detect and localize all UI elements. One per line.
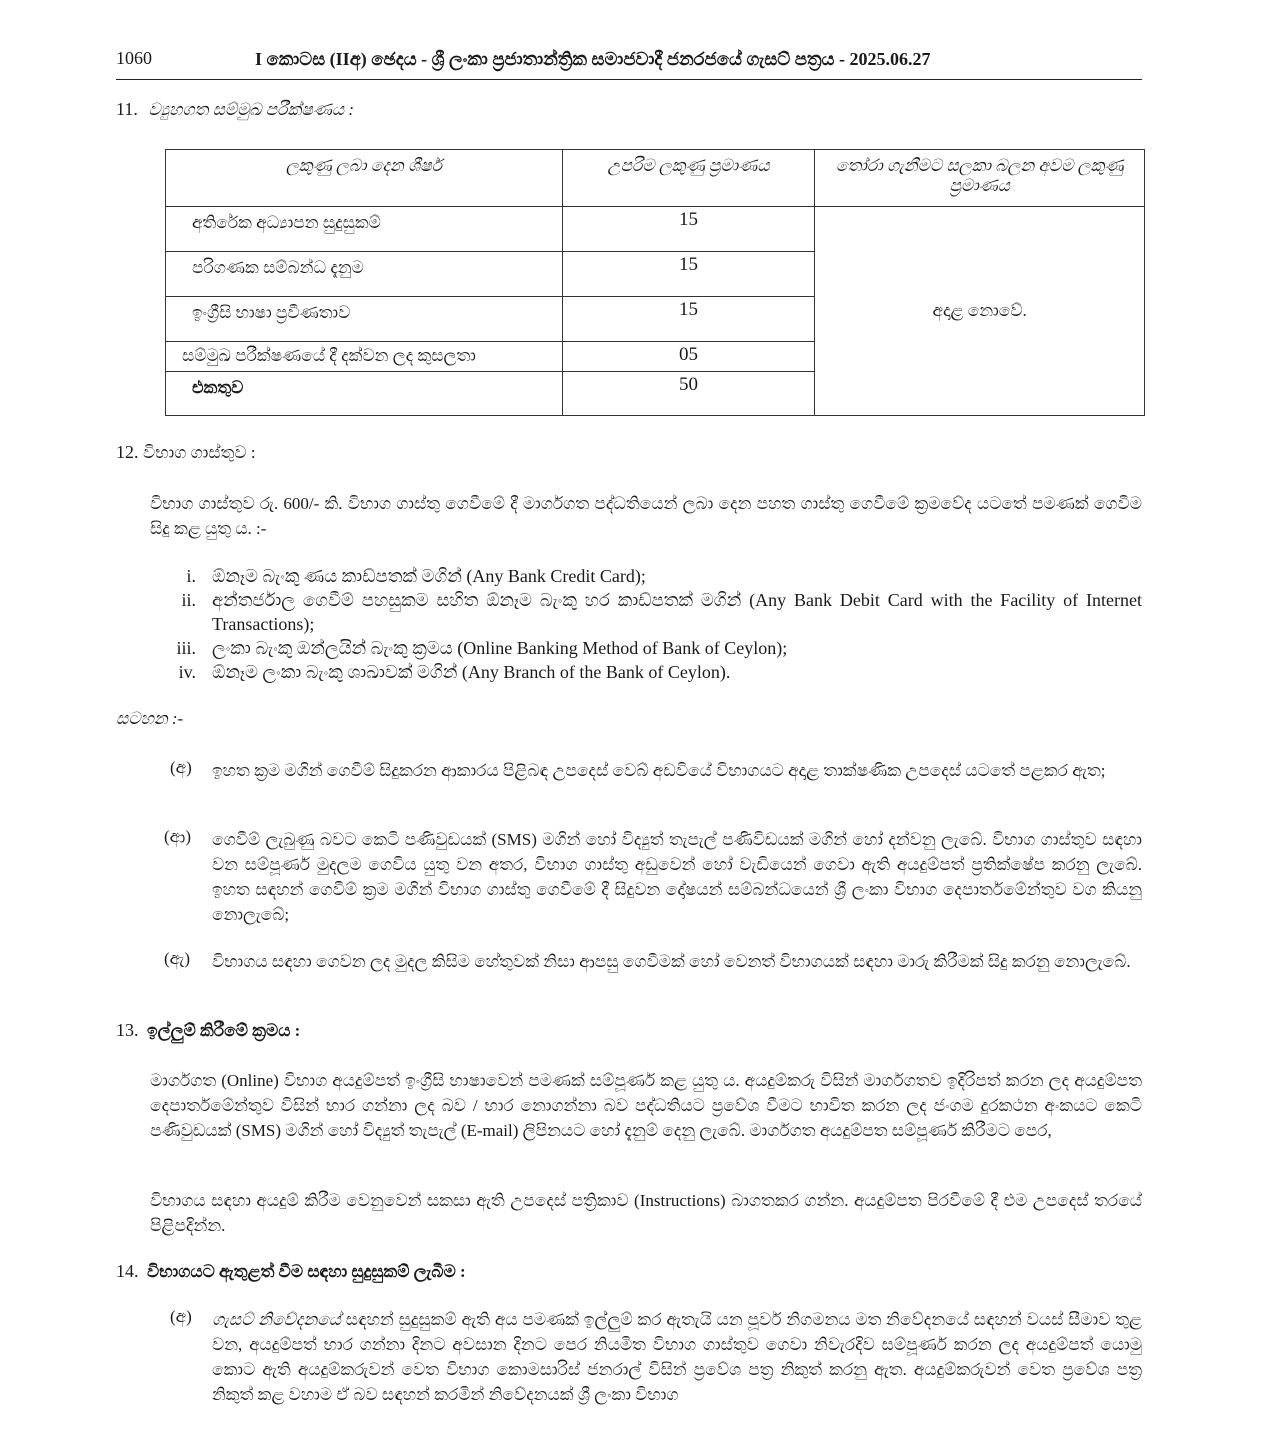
section-11-heading bbox=[116, 99, 354, 120]
section-13-heading bbox=[116, 1020, 300, 1041]
list-item-text: ඕනෑම බැංකු ණය කාඩ්පතක් මගින් (Any Bank Credit Card); bbox=[212, 566, 646, 586]
header-divider bbox=[116, 79, 1142, 80]
col-header-min-marks: තෝරා ගැනීමට සලකා බලන අවම ලකුණු ප්‍රමාණය bbox=[815, 150, 1145, 207]
table-row bbox=[166, 207, 1145, 252]
col-header-criteria: ලකුණු ලබා දෙන ශීර්ෂ bbox=[166, 150, 563, 207]
col-header-max-marks: උපරිම ලකුණු ප්‍රමාණය bbox=[562, 150, 815, 207]
section-13-paragraph-2: විභාගය සඳහා අයදුම් කිරීම වෙනුවෙන් සකසා ඇති උපදෙස් පත්‍රිකාව (Instructions) බාගතකර ගන්න. අයදුම්පත පිරවීමේ දී එම උපදෙස් තරයේ පිළිපදින්න. bbox=[150, 1191, 1142, 1235]
list-item-text: අන්තර්ජාල ගෙවීම් පහසුකම සහිත ඕනෑම බැංකු හර කාඩ්පතක් මගින් (Any Bank Debit Card with the Facility of Internet Transactions); bbox=[212, 590, 1142, 634]
total-value-cell: 50 bbox=[562, 372, 815, 416]
note-item-text: විභාගය සඳහා ගෙවන ලද මුදල කිසිම හේතුවක් නිසා ආපසු ගෙවීමක් හෝ වෙනත් විභාගයක් සඳහා මාරු කිරීමක් සිදු කරනු නොලැබේ. bbox=[212, 952, 1131, 971]
section-11-title: ව්‍යුහගත සම්මුඛ පරීක්ෂණය : bbox=[148, 100, 354, 119]
list-item-number: i. bbox=[186, 566, 196, 586]
section-14-heading bbox=[116, 1261, 466, 1282]
note-item-text: ගෙවීම් ලැබුණු බවට කෙටි පණිවුඩයක් (SMS) මගින් හෝ විද්‍යුත් තැපැල් පණිවිඩයක් මගින් හෝ දන්වනු ලැබේ. විභාග ගාස්තුව සඳහා වන සම්පූර්ණ මුදලම ගෙවිය යුතු වන අතර, විභාග ගාස්තු අඩුවෙන් හෝ වැඩියෙන් ගෙවා ඇති අයදුම්පත් ප්‍රතික්ෂේප කරනු ලැබේ. ඉහත සඳහන් ගෙවීම් ක්‍රම මගින් විභාග ගාස්තු ගෙවීමේ දී සිදුවන දෝෂයන් සම්බන්ධයෙන් ශ්‍රී ලංකා විභාග දෙපාර්තමේන්තුව වග කියනු නොලැබේ; bbox=[212, 830, 1142, 924]
list-item-text: ලංකා බැංකු ඔන්ලයින් බැංකු ක්‍රමය (Online Banking Method of Bank of Ceylon); bbox=[212, 638, 788, 658]
page-number: 1060 bbox=[116, 48, 152, 68]
section-12-intro: විභාග ගාස්තුව රු. 600/- කි. විභාග ගාස්තු ගෙවීමේ දී මාර්ගගත පද්ධතියෙන් ලබා දෙන පහත ගාස්තු ගෙවීමේ ක්‍රමවේද යටතේ පමණක් ගෙවීම සිදු කළ යුතු ය. :- bbox=[150, 494, 1142, 538]
note-item-text: ඉහත ක්‍රම මගින් ගෙවීම් සිදුකරන ආකාරය පිළිබඳ උපදෙස් වෙබ් අඩවියේ විභාගයට අදාළ තාක්ෂණික උපදෙස් යටතේ පළකර ඇත; bbox=[212, 761, 1106, 780]
list-item-number: iii. bbox=[176, 638, 196, 658]
max-marks-cell: 15 bbox=[562, 252, 815, 297]
list-item-number: ii. bbox=[181, 590, 196, 610]
note-label: සටහන :- bbox=[116, 709, 184, 728]
interview-marks-table bbox=[165, 149, 1145, 416]
note-item-number: (ආ) bbox=[164, 827, 191, 846]
total-label-cell: එකතුව bbox=[166, 372, 563, 416]
section-13-paragraph-1: මාර්ගගත (Online) විභාග අයදුම්පත් ඉංග්‍රීසි භාෂාවෙන් පමණක් සම්පූර්ණ කළ යුතු ය. අයදුම්කරු විසින් මාර්ගගතව ඉදිරිපත් කරන ලද අයදුම්පත දෙපාර්තමේන්තුව විසින් භාර ගන්නා ලද බව / භාර නොගන්නා බව පද්ධතියට ප්‍රවේශ වීමට භාවිත කරන ලද ජංගම දුරකථන අංකයට කෙටි පණිවුඩයක් (SMS) මගින් හෝ විද්‍යුත් තැපැල් (E-mail) ලිපිනයට හෝ දැනුම් දෙනු ලැබේ. මාර්ගගත අයදුම්පත සම්පූර්ණ කිරීමට පෙර, bbox=[150, 1071, 1142, 1140]
section-13-number: 13. bbox=[116, 1020, 139, 1040]
section-12-heading bbox=[116, 442, 256, 463]
max-marks-cell: 05 bbox=[562, 342, 815, 372]
min-marks-cell: අදාළ නොවේ. bbox=[815, 207, 1145, 416]
note-item-number: (ඇ) bbox=[164, 949, 191, 968]
list-item-number: iv. bbox=[178, 662, 196, 682]
gazette-notice-term: ගැසට් නිවේදනයේ bbox=[212, 1310, 341, 1329]
section-14-title: විභාගයට ඇතුළත් වීම සඳහා සුදුසුකම් ලැබීම : bbox=[147, 1262, 466, 1281]
criteria-cell: සම්මුඛ පරීක්ෂණයේ දී දක්වන ලද කුසලතා bbox=[166, 342, 563, 372]
max-marks-cell: 15 bbox=[562, 207, 815, 252]
criteria-cell: අතිරේක අධ්‍යාපන සුදුසුකම් bbox=[166, 207, 563, 252]
section-12-title: විභාග ගාස්තුව : bbox=[143, 443, 256, 462]
criteria-cell: ඉංග්‍රීසි භාෂා ප්‍රවීණතාව bbox=[166, 297, 563, 342]
table-header-row bbox=[166, 150, 1145, 207]
section-14-item-text bbox=[212, 1307, 1142, 1407]
section-11-number: 11. bbox=[116, 99, 138, 119]
section-13-title: ඉල්ලුම් කිරීමේ ක්‍රමය : bbox=[147, 1021, 301, 1040]
gazette-header-title: I කොටස (IIඅ) ඡෙදය - ශ්‍රී ලංකා ප්‍රජාතාන්ත්‍රික සමාජවාදී ජනරජයේ ගැසට් පත්‍රය - 2025.06.27 bbox=[255, 49, 931, 69]
note-item-number: (අ) bbox=[170, 758, 192, 777]
list-item-text: ඕනෑම ලංකා බැංකු ශාඛාවක් මගින් (Any Branch of the Bank of Ceylon). bbox=[212, 662, 731, 682]
section-12-number: 12. bbox=[116, 442, 139, 462]
section-14-item-number: (අ) bbox=[170, 1307, 192, 1326]
section-14-item-body: සඳහන් සුදුසුකම් ඇති අය පමණක් ඉල්ලුම් කර ඇතැයි යන පූර්ව නිගමනය මත නිවේදනයේ සඳහන් වයස් සීමාව තුළ වන, අයදුම්පත් භාර ගන්නා දිනට අවසාන දිනට පෙර නියමිත විභාග ගාස්තුව ගෙවා නිවැරදිව සම්පූර්ණ කරන ලද අයදුම්පත් යොමු කොට ඇති අයදුම්කරුවන් වෙත විභාග කොමසාරිස් ජනරාල් විසින් ප්‍රවේශ පත්‍ර නිකුත් කරනු ඇත. අයදුම්කරුවන් වෙත ප්‍රවේශ පත්‍ර නිකුත් කළ වහාම ඒ බව සඳහන් කරමින් නිවේදනයක් ශ්‍රී ලංකා විභාග bbox=[212, 1310, 1142, 1404]
criteria-cell: පරිගණක සම්බන්ධ දැනුම bbox=[166, 252, 563, 297]
max-marks-cell: 15 bbox=[562, 297, 815, 342]
section-14-number: 14. bbox=[116, 1261, 139, 1281]
